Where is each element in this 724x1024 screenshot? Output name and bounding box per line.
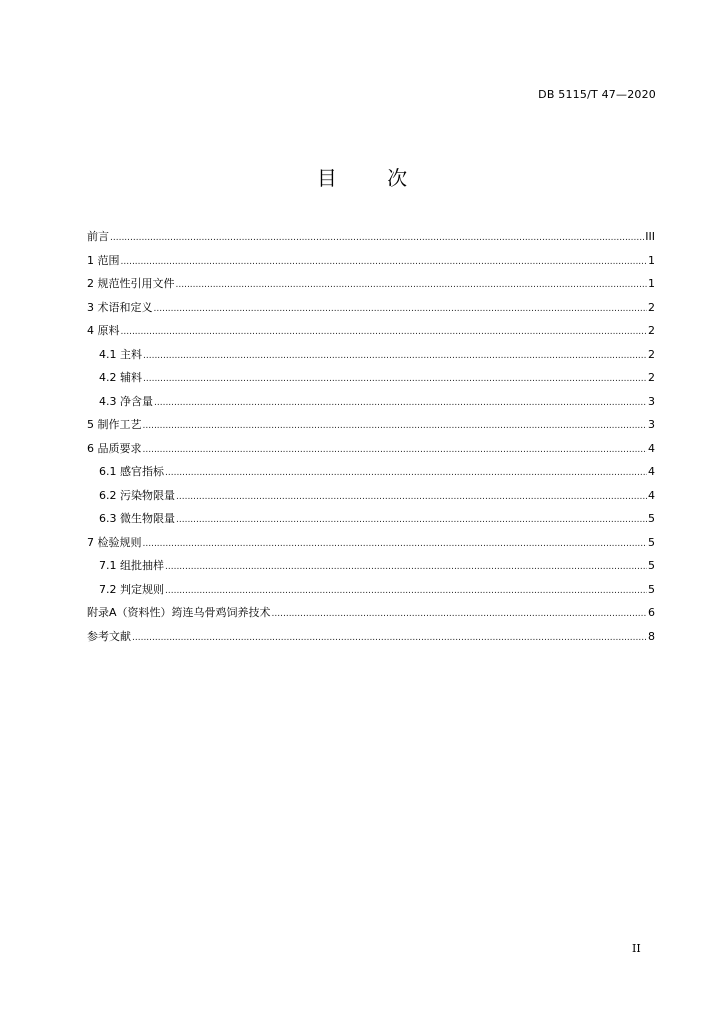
toc-leader-dots bbox=[176, 488, 647, 506]
toc-entry-page: 1 bbox=[648, 253, 655, 267]
toc-entry-label: 4.3 净含量 bbox=[99, 394, 153, 408]
toc-entry-label: 7 检验规则 bbox=[87, 535, 142, 549]
toc-entry[interactable] bbox=[87, 534, 655, 558]
toc-entry[interactable] bbox=[87, 487, 655, 511]
toc-leader-dots bbox=[176, 276, 648, 294]
toc-entry-page: 5 bbox=[648, 582, 655, 596]
toc-entry[interactable] bbox=[87, 299, 655, 323]
toc-leader-dots bbox=[154, 300, 648, 318]
toc-leader-dots bbox=[121, 253, 648, 271]
toc-entry-label: 参考文献 bbox=[87, 629, 131, 643]
toc-entry-page: 4 bbox=[648, 441, 655, 455]
toc-leader-dots bbox=[143, 441, 648, 459]
toc-leader-dots bbox=[165, 558, 647, 576]
toc-leader-dots bbox=[154, 394, 647, 412]
page-number: II bbox=[632, 942, 641, 955]
toc-entry-label: 6 品质要求 bbox=[87, 441, 142, 455]
toc-entry-page: 5 bbox=[648, 535, 655, 549]
toc-leader-dots bbox=[110, 229, 644, 247]
toc-entry-page: III bbox=[645, 230, 655, 243]
toc-entry-page: 2 bbox=[648, 347, 655, 361]
page-title: 目 次 bbox=[316, 166, 430, 190]
toc-entry-page: 4 bbox=[648, 465, 655, 478]
toc-entry[interactable] bbox=[87, 228, 655, 252]
toc-leader-dots bbox=[165, 464, 647, 482]
toc-entry-label: 5 制作工艺 bbox=[87, 418, 142, 431]
table-of-contents bbox=[87, 228, 655, 651]
toc-entry[interactable] bbox=[87, 346, 655, 370]
toc-leader-dots bbox=[143, 535, 648, 553]
toc-entry[interactable] bbox=[87, 393, 655, 417]
toc-leader-dots bbox=[143, 347, 647, 365]
toc-entry-label: 1 范围 bbox=[87, 253, 120, 267]
document-code: DB 5115/T 47—2020 bbox=[538, 88, 656, 101]
toc-entry-page: 4 bbox=[648, 488, 655, 502]
toc-entry-label: 6.1 感官指标 bbox=[99, 465, 164, 478]
toc-leader-dots bbox=[143, 370, 647, 388]
toc-entry[interactable] bbox=[87, 322, 655, 346]
toc-entry[interactable] bbox=[87, 581, 655, 605]
toc-entry-label: 4 原料 bbox=[87, 324, 120, 337]
toc-entry-page: 1 bbox=[648, 277, 655, 290]
toc-entry-label: 7.2 判定规则 bbox=[99, 582, 164, 596]
toc-entry-page: 8 bbox=[648, 629, 655, 643]
toc-entry[interactable] bbox=[87, 510, 655, 534]
toc-entry[interactable] bbox=[87, 416, 655, 440]
toc-leader-dots bbox=[121, 323, 648, 341]
toc-entry[interactable] bbox=[87, 557, 655, 581]
toc-entry-label: 3 术语和定义 bbox=[87, 300, 153, 314]
toc-entry[interactable] bbox=[87, 369, 655, 393]
toc-leader-dots bbox=[165, 582, 647, 600]
toc-entry[interactable] bbox=[87, 604, 655, 628]
toc-entry-page: 2 bbox=[648, 300, 655, 314]
toc-entry-label: 6.2 污染物限量 bbox=[99, 488, 175, 502]
toc-entry-label: 2 规范性引用文件 bbox=[87, 277, 175, 290]
toc-entry-page: 2 bbox=[648, 371, 655, 384]
toc-entry[interactable] bbox=[87, 252, 655, 276]
toc-entry-page: 2 bbox=[648, 324, 655, 337]
toc-entry[interactable] bbox=[87, 463, 655, 487]
toc-entry-label: 6.3 微生物限量 bbox=[99, 512, 175, 525]
toc-entry-label: 7.1 组批抽样 bbox=[99, 559, 164, 572]
toc-entry[interactable] bbox=[87, 628, 655, 652]
toc-entry-page: 6 bbox=[648, 606, 655, 619]
toc-entry-page: 3 bbox=[648, 394, 655, 408]
toc-entry-label: 前言 bbox=[87, 230, 109, 243]
toc-entry-label: 附录A（资料性）筠连乌骨鸡饲养技术 bbox=[87, 606, 271, 619]
toc-leader-dots bbox=[272, 605, 647, 623]
toc-entry[interactable] bbox=[87, 275, 655, 299]
toc-leader-dots bbox=[132, 629, 647, 647]
toc-leader-dots bbox=[176, 511, 647, 529]
toc-leader-dots bbox=[143, 417, 648, 435]
toc-entry-page: 3 bbox=[648, 418, 655, 431]
toc-entry-page: 5 bbox=[648, 512, 655, 525]
toc-entry-page: 5 bbox=[648, 559, 655, 572]
toc-entry-label: 4.1 主料 bbox=[99, 347, 142, 361]
toc-entry[interactable] bbox=[87, 440, 655, 464]
toc-entry-label: 4.2 辅料 bbox=[99, 371, 142, 384]
